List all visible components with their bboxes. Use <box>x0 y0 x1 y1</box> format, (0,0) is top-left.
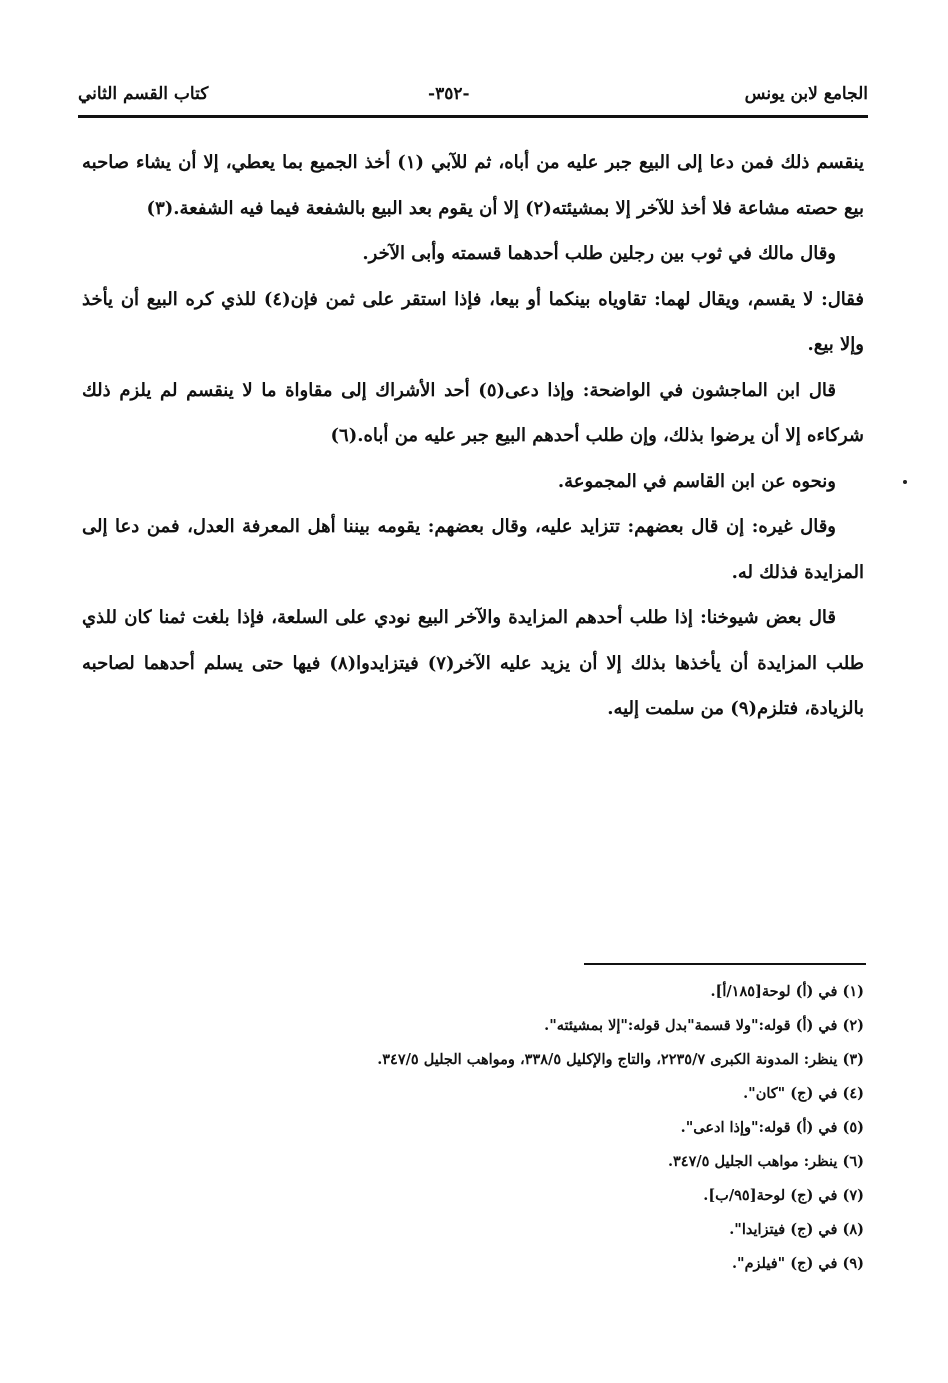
main-text <box>82 140 864 732</box>
scan-speck <box>903 480 907 484</box>
chapter-title: كتاب القسم الثاني <box>78 84 209 104</box>
paragraph: ونحوه عن ابن القاسم في المجموعة. <box>557 470 836 492</box>
page-number: -٣٥٢- <box>428 84 470 104</box>
footnote-separator <box>584 963 866 965</box>
paragraph: فقال: لا يقسم، ويقال لهما: تقاوياه بينكما أو بيعا، فإذا استقر على ثمن فإن(٤) للذي كره البيع أن يأخذ وإلا بيع. <box>82 288 864 355</box>
footnote: (٥) في (أ) قوله:"وإذا ادعى". <box>680 1119 864 1136</box>
paragraph: وقال غيره: إن قال بعضهم: تتزايد عليه، وقال بعضهم: يقومه بيننا أهل المعرفة العدل، فمن دعا إلى المزايدة فذلك له. <box>82 516 864 583</box>
footnote: (٤) في (ج) "كان". <box>743 1085 864 1102</box>
footnote: (١) في (أ) لوحة[١٨٥/أ]. <box>710 983 864 1000</box>
footnote: (٧) في (ج) لوحة[٩٥/ب]. <box>703 1187 864 1204</box>
footnote: (٩) في (ج) "فيلزم". <box>731 1255 864 1272</box>
footnote: (٣) ينظر: المدونة الكبرى ٢٢٣٥/٧، والتاج والإكليل ٣٣٨/٥، ومواهب الجليل ٣٤٧/٥. <box>377 1051 864 1068</box>
paragraph: ينقسم ذلك فمن دعا إلى البيع جبر عليه من أباه، ثم للآبي (١) أخذ الجميع بما يعطي، إلا أن يشاء صاحبه بيع حصته مشاعة فلا أخذ للآخر إلا بمشيئته(٢) إلا أن يقوم بعد البيع بالشفعة فيما فيه الشفعة.(٣) <box>82 152 865 219</box>
page-header <box>78 84 868 114</box>
paragraph: وقال مالك في ثوب بين رجلين طلب أحدهما قسمته وأبى الآخر. <box>362 243 836 264</box>
footnote: (٢) في (أ) قوله:"ولا قسمة"بدل قوله:"إلا بمشيئته". <box>544 1017 864 1034</box>
footnote: (٨) في (ج) فيتزايدا". <box>729 1221 864 1238</box>
book-title: الجامع لابن يونس <box>744 84 868 104</box>
footnotes <box>82 975 864 1281</box>
paragraph: قال بعض شيوخنا: إذا طلب أحدهم المزايدة والآخر البيع نودي على السلعة، فإذا بلغت ثمنا كان للذي طلب المزايدة أن يأخذها بذلك إلا أن يزيد عليه الآخر(٧) فيتزايدوا(٨) فيها حتى يسلم أحدهما لصاحبه بالزيادة، فتلزم(٩) من سلمت إليه. <box>82 607 865 719</box>
paragraph: قال ابن الماجشون في الواضحة: وإذا دعى(٥) أحد الأشراك إلى مقاواة ما لا ينقسم لم يلزم ذلك شركاءه إلا أن يرضوا بذلك، وإن طلب أحدهم البيع جبر عليه من أباه.(٦) <box>82 379 864 446</box>
header-rule <box>78 115 868 121</box>
footnote: (٦) ينظر: مواهب الجليل ٣٤٧/٥. <box>667 1153 864 1170</box>
